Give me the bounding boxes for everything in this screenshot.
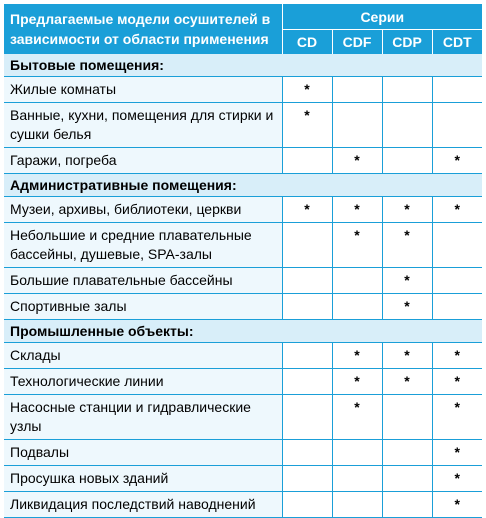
column-cdf: CDF [332, 30, 382, 55]
mark-cell-cd [282, 395, 332, 440]
table-row [4, 294, 482, 320]
mark-cell-cdt: * [432, 395, 482, 440]
table-row [4, 148, 482, 174]
mark-cell-cdp [382, 148, 432, 174]
section-header-row [4, 54, 482, 77]
table-row [4, 197, 482, 223]
table-row [4, 440, 482, 466]
mark-cell-cdt: * [432, 343, 482, 369]
table-row [4, 223, 482, 268]
table-body [4, 54, 482, 518]
mark-cell-cd [282, 440, 332, 466]
application-label: Музеи, архивы, библиотеки, церкви [4, 197, 282, 223]
mark-cell-cdt [432, 77, 482, 103]
mark-cell-cdp [382, 77, 432, 103]
mark-cell-cdp: * [382, 294, 432, 320]
application-label: Склады [4, 343, 282, 369]
mark-cell-cdp: * [382, 369, 432, 395]
mark-cell-cdt: * [432, 440, 482, 466]
application-label: Насосные станции и гидравлические узлы [4, 395, 282, 440]
application-label: Ванные, кухни, помещения для стирки и сушки белья [4, 103, 282, 148]
mark-cell-cdt: * [432, 197, 482, 223]
mark-cell-cdf: * [332, 148, 382, 174]
mark-cell-cdt [432, 268, 482, 294]
application-label: Спортивные залы [4, 294, 282, 320]
mark-cell-cd: * [282, 103, 332, 148]
mark-cell-cdt: * [432, 148, 482, 174]
application-label: Гаражи, погреба [4, 148, 282, 174]
application-label: Большие плавательные бассейны [4, 268, 282, 294]
application-label: Подвалы [4, 440, 282, 466]
mark-cell-cdf [332, 77, 382, 103]
mark-cell-cdt [432, 103, 482, 148]
table-row [4, 268, 482, 294]
mark-cell-cdt [432, 294, 482, 320]
mark-cell-cdp [382, 492, 432, 518]
mark-cell-cd [282, 369, 332, 395]
mark-cell-cd [282, 466, 332, 492]
mark-cell-cdt: * [432, 369, 482, 395]
mark-cell-cdf [332, 466, 382, 492]
table-row [4, 103, 482, 148]
dehumidifier-table-wrapper [4, 4, 482, 518]
application-label: Просушка новых зданий [4, 466, 282, 492]
mark-cell-cdf [332, 440, 382, 466]
mark-cell-cdp: * [382, 197, 432, 223]
column-cdt: CDT [442, 34, 472, 50]
table-row [4, 492, 482, 518]
table-row [4, 369, 482, 395]
mark-cell-cdp: * [382, 343, 432, 369]
mark-cell-cdf: * [332, 197, 382, 223]
series-header: Серии [282, 4, 482, 30]
table-row [4, 395, 482, 440]
column-cd: CD [282, 30, 332, 55]
mark-cell-cd [282, 148, 332, 174]
mark-cell-cdt: * [432, 466, 482, 492]
application-label: Технологические линии [4, 369, 282, 395]
mark-cell-cdt [432, 223, 482, 268]
dehumidifier-application-table [4, 4, 482, 518]
application-label: Ликвидация последствий наводнений [4, 492, 282, 518]
column-cdp: CDP [382, 30, 432, 55]
table-row [4, 343, 482, 369]
mark-cell-cd [282, 268, 332, 294]
table-title: Предлагаемые модели осушителей в зависимости от области применения [4, 4, 282, 54]
mark-cell-cd: * [282, 197, 332, 223]
mark-cell-cdf: * [332, 395, 382, 440]
mark-cell-cdf [332, 294, 382, 320]
application-label: Небольшие и средние плавательные бассейны, душевые, SPA-залы [4, 223, 282, 268]
mark-cell-cdf: * [332, 343, 382, 369]
mark-cell-cdp [382, 466, 432, 492]
section-title: Административные помещения: [4, 174, 482, 197]
mark-cell-cdf [332, 268, 382, 294]
mark-cell-cdp: * [382, 268, 432, 294]
section-title: Промышленные объекты: [4, 320, 482, 343]
table-row [4, 466, 482, 492]
mark-cell-cdf: * [332, 223, 382, 268]
mark-cell-cdp [382, 440, 432, 466]
mark-cell-cdp: * [382, 223, 432, 268]
mark-cell-cd [282, 492, 332, 518]
mark-cell-cd [282, 343, 332, 369]
mark-cell-cdt: * [432, 492, 482, 518]
mark-cell-cdf: * [332, 369, 382, 395]
table-row [4, 77, 482, 103]
mark-cell-cdp [382, 103, 432, 148]
application-label: Жилые комнаты [4, 77, 282, 103]
section-title: Бытовые помещения: [4, 54, 482, 77]
mark-cell-cd: * [282, 77, 332, 103]
mark-cell-cd [282, 223, 332, 268]
mark-cell-cdf [332, 492, 382, 518]
section-header-row [4, 174, 482, 197]
section-header-row [4, 320, 482, 343]
mark-cell-cdf [332, 103, 382, 148]
mark-cell-cd [282, 294, 332, 320]
mark-cell-cdp [382, 395, 432, 440]
